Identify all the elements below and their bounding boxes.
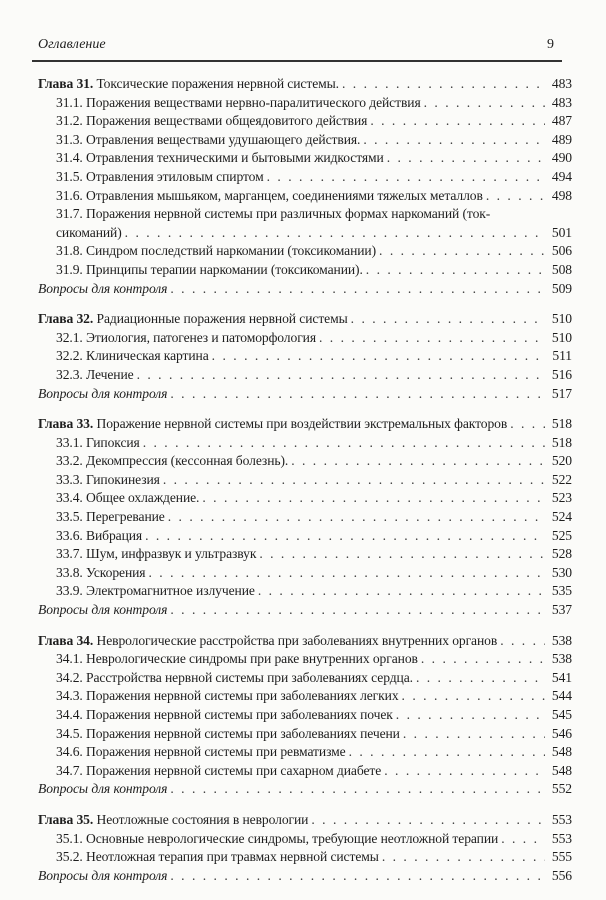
entry-title [56, 242, 376, 261]
dot-leader [510, 415, 545, 434]
entry-page: 552 [551, 781, 572, 797]
entry-title [38, 632, 497, 651]
table-of-contents [38, 75, 572, 897]
toc-entry-line[interactable] [38, 205, 572, 224]
entry-title [38, 811, 308, 830]
entry-page: 530 [551, 564, 572, 580]
entry-title [56, 452, 288, 471]
entry-page: 518 [551, 416, 572, 432]
chapter-entry[interactable] [38, 75, 572, 94]
dot-leader [258, 582, 545, 601]
questions-entry[interactable] [38, 280, 572, 299]
entry-page: 501 [551, 224, 572, 240]
entry-title: 31.7. Поражения нервной системы при различных формах наркоманий (ток- [56, 206, 491, 222]
entry-page: 517 [551, 385, 572, 401]
entry-page: 498 [551, 187, 572, 203]
entry-title-text: 32.2. Клиническая картина [56, 348, 209, 364]
entry-title-text: 33.8. Ускорения [56, 564, 146, 580]
questions-title: Вопросы для контроля [38, 867, 168, 883]
entry-page: 494 [551, 168, 572, 184]
running-title: Оглавление [38, 37, 106, 52]
toc-entry[interactable] [38, 650, 572, 669]
entry-title-text: 34.3. Поражения нервной системы при заболеваниях легких [56, 688, 399, 704]
chapter-title: Поражение нервной системы при воздействии экстремальных факторов [96, 416, 508, 432]
entry-title [56, 508, 165, 527]
entry-title-text: 31.6. Отравления мышьяком, марганцем, соединениями тяжелых металлов [56, 187, 483, 203]
entry-page: 537 [551, 602, 572, 618]
entry-page: 511 [552, 348, 572, 364]
chapter-entry[interactable] [38, 310, 572, 329]
entry-title [38, 385, 167, 404]
chapter-entry[interactable] [38, 632, 572, 651]
entry-page: 538 [551, 651, 572, 667]
dot-leader [379, 242, 545, 261]
toc-entry[interactable] [38, 743, 572, 762]
entry-title-text: 32.1. Этиология, патогенез и патоморфология [56, 329, 316, 345]
dot-leader [396, 706, 545, 725]
entry-title-text: 31.9. Принципы терапии наркомании (токсикомании). [56, 261, 363, 277]
chapter-section [38, 415, 572, 620]
toc-entry[interactable] [38, 725, 572, 744]
entry-page: 510 [551, 311, 572, 327]
dot-leader [170, 601, 545, 620]
dot-leader [370, 112, 545, 131]
entry-title-cont: сикоманий) [56, 224, 122, 240]
chapter-section [38, 811, 572, 885]
entry-title-text: 31.8. Синдром последствий наркомании (токсикомании) [56, 243, 377, 259]
toc-entry[interactable] [38, 131, 572, 150]
entry-title [56, 687, 399, 706]
dot-leader [125, 224, 545, 243]
dot-leader [349, 743, 545, 762]
dot-leader [291, 452, 545, 471]
entry-title-text: 31.5. Отравления этиловым спиртом [56, 168, 264, 184]
entry-title [56, 725, 400, 744]
questions-title: Вопросы для контроля [38, 602, 168, 618]
dot-leader [342, 75, 545, 94]
dot-leader [501, 830, 545, 849]
toc-entry[interactable] [38, 508, 572, 527]
entry-page: 538 [551, 632, 572, 648]
entry-page: 522 [551, 471, 572, 487]
chapter-section [38, 310, 572, 403]
dot-leader [143, 434, 545, 453]
entry-title [38, 780, 167, 799]
entry-title [56, 366, 134, 385]
entry-title [56, 527, 142, 546]
entry-page: 523 [551, 490, 572, 506]
toc-entry[interactable] [38, 261, 572, 280]
dot-leader [168, 508, 545, 527]
toc-entry[interactable] [38, 168, 572, 187]
questions-title: Вопросы для контроля [38, 280, 168, 296]
entry-page: 525 [551, 527, 572, 543]
entry-page: 509 [551, 280, 572, 296]
entry-title-text: 34.7. Поражения нервной системы при сахарном диабете [56, 762, 382, 778]
entry-title-text: 33.4. Общее охлаждение. [56, 490, 200, 506]
toc-entry[interactable] [38, 545, 572, 564]
entry-title [56, 582, 255, 601]
entry-page: 546 [551, 725, 572, 741]
chapter-number: Глава 31. [38, 76, 94, 91]
toc-entry[interactable] [38, 687, 572, 706]
entry-page: 545 [551, 707, 572, 722]
dot-leader [267, 168, 545, 187]
chapter-entry[interactable] [38, 415, 572, 434]
entry-page: 508 [551, 261, 572, 277]
entry-page: 535 [551, 583, 572, 599]
entry-page: 528 [551, 546, 572, 562]
toc-entry[interactable] [38, 242, 572, 261]
entry-title-text: 31.1. Поражения веществами нервно-паралитического действия [56, 94, 421, 110]
dot-leader [311, 811, 545, 830]
entry-title-text: 33.9. Электромагнитное излучение [56, 583, 255, 599]
entry-page: 544 [551, 688, 572, 704]
questions-entry[interactable] [38, 601, 572, 620]
entry-title [56, 762, 381, 781]
entry-title [56, 149, 384, 168]
header-rule [32, 60, 562, 62]
toc-entry[interactable] [38, 94, 572, 113]
entry-title-text: 33.1. Гипоксия [56, 434, 140, 450]
entry-title-text: 34.2. Расстройства нервной системы при заболеваниях сердца. [56, 669, 413, 685]
dot-leader [148, 564, 545, 583]
entry-title-text: 34.1. Неврологические синдромы при раке внутренних органов [56, 651, 418, 667]
toc-entry[interactable] [38, 830, 572, 849]
dot-leader [421, 650, 545, 669]
entry-title [56, 94, 421, 113]
dot-leader [170, 280, 545, 299]
chapter-title: Неотложные состояния в неврологии [96, 811, 309, 827]
entry-title-text: 35.2. Неотложная терапия при травмах нервной системы [56, 849, 379, 865]
dot-leader [170, 867, 545, 886]
entry-page: 553 [551, 811, 572, 827]
dot-leader [387, 149, 545, 168]
dot-leader [382, 848, 545, 867]
entry-title [38, 601, 167, 620]
dot-leader [363, 131, 545, 150]
dot-leader [170, 780, 545, 799]
toc-entry[interactable] [38, 669, 572, 688]
toc-entry[interactable] [38, 366, 572, 385]
dot-leader [145, 527, 545, 546]
entry-title-text: 34.5. Поражения нервной системы при заболеваниях печени [56, 725, 400, 741]
entry-page: 553 [551, 830, 572, 846]
toc-entry[interactable] [38, 762, 572, 781]
entry-page: 483 [551, 94, 572, 110]
entry-title [56, 224, 122, 243]
entry-page: 548 [551, 744, 572, 760]
dot-leader [403, 725, 545, 744]
toc-entry[interactable] [38, 187, 572, 206]
entry-page: 555 [551, 849, 572, 865]
entry-title-text: 35.1. Основные неврологические синдромы, требующие неотложной терапии [56, 830, 499, 846]
entry-title [56, 168, 264, 187]
dot-leader [170, 385, 545, 404]
dot-leader [137, 366, 545, 385]
entry-title-text: 34.4. Поражения нервной системы при заболеваниях почек [56, 707, 393, 722]
entry-page: 489 [551, 131, 572, 147]
entry-page: 520 [551, 453, 572, 469]
entry-title [38, 415, 507, 434]
dot-leader [259, 545, 545, 564]
toc-entry[interactable] [38, 582, 572, 601]
entry-title [56, 329, 316, 348]
toc-entry[interactable] [38, 564, 572, 583]
entry-page: 516 [551, 366, 572, 382]
entry-title [38, 867, 167, 886]
toc-entry[interactable] [38, 112, 572, 131]
entry-title [56, 434, 140, 453]
toc-entry[interactable] [38, 848, 572, 867]
toc-entry[interactable] [38, 706, 572, 725]
dot-leader [319, 329, 545, 348]
questions-title: Вопросы для контроля [38, 781, 168, 797]
dot-leader [500, 632, 545, 651]
dot-leader [366, 261, 545, 280]
questions-entry[interactable] [38, 867, 572, 886]
toc-entry[interactable] [38, 434, 572, 453]
questions-entry[interactable] [38, 385, 572, 404]
entry-title [38, 280, 167, 299]
entry-title [56, 669, 413, 688]
entry-title-text: 33.7. Шум, инфразвук и ультразвук [56, 546, 257, 562]
entry-page: 483 [551, 76, 572, 91]
entry-title [56, 706, 393, 725]
entry-title-text: 31.3. Отравления веществами удушающего действия. [56, 131, 361, 147]
entry-title [56, 112, 367, 131]
toc-entry-continuation[interactable] [38, 224, 572, 243]
entry-title-text: 32.3. Лечение [56, 366, 134, 382]
questions-entry[interactable] [38, 780, 572, 799]
entry-page: 518 [551, 434, 572, 450]
toc-entry[interactable] [38, 489, 572, 508]
chapter-section [38, 632, 572, 799]
chapter-number: Глава 33. [38, 416, 94, 432]
entry-title [56, 261, 363, 280]
dot-leader [163, 471, 545, 490]
entry-title [56, 743, 346, 762]
page-number: 9 [547, 37, 554, 52]
entry-title-text: 33.5. Перегревание [56, 509, 165, 525]
entry-title-text: 31.2. Поражения веществами общеядовитого действия [56, 113, 368, 129]
entry-title-text: 31.4. Отравления техническими и бытовыми жидкостями [56, 150, 384, 166]
dot-leader [351, 310, 545, 329]
questions-title: Вопросы для контроля [38, 385, 168, 401]
toc-entry[interactable] [38, 347, 572, 366]
dot-leader [212, 347, 545, 366]
toc-entry[interactable] [38, 452, 572, 471]
entry-page: 548 [551, 762, 572, 778]
toc-entry[interactable] [38, 149, 572, 168]
dot-leader [424, 94, 545, 113]
entry-title-text: 33.6. Вибрация [56, 527, 143, 543]
entry-title [56, 347, 209, 366]
toc-entry[interactable] [38, 329, 572, 348]
entry-title [56, 564, 145, 583]
chapter-section [38, 75, 572, 298]
chapter-number: Глава 35. [38, 811, 94, 827]
chapter-title: Радиационные поражения нервной системы [96, 311, 348, 327]
entry-title [56, 545, 256, 564]
entry-page: 510 [551, 329, 572, 345]
chapter-title: Неврологические расстройства при заболеваниях внутренних органов [96, 632, 498, 648]
entry-title [56, 489, 199, 508]
entry-title [56, 131, 360, 150]
toc-entry[interactable] [38, 527, 572, 546]
chapter-number: Глава 32. [38, 311, 94, 327]
chapter-number: Глава 34. [38, 632, 94, 648]
toc-entry[interactable] [38, 471, 572, 490]
chapter-entry[interactable] [38, 811, 572, 830]
page-header [38, 37, 554, 53]
entry-title [56, 830, 498, 849]
dot-leader [402, 687, 545, 706]
entry-page: 487 [551, 113, 572, 129]
dot-leader [486, 187, 545, 206]
entry-title [38, 75, 339, 94]
entry-page: 541 [551, 669, 572, 685]
chapter-title: Токсические поражения нервной системы. [96, 76, 339, 91]
dot-leader [384, 762, 545, 781]
entry-title [56, 650, 418, 669]
entry-page: 490 [551, 150, 572, 166]
entry-page: 524 [551, 509, 572, 525]
entry-title-text: 34.6. Поражения нервной системы при ревматизме [56, 744, 346, 760]
dot-leader [416, 669, 545, 688]
entry-title-text: 33.2. Декомпрессия (кессонная болезнь). [56, 453, 289, 469]
entry-title [56, 187, 483, 206]
entry-title [38, 310, 348, 329]
entry-title [56, 848, 379, 867]
entry-title-text: 33.3. Гипокинезия [56, 471, 160, 487]
dot-leader [202, 489, 545, 508]
entry-title [56, 471, 160, 490]
entry-page: 556 [551, 867, 572, 883]
entry-page: 506 [551, 243, 572, 259]
